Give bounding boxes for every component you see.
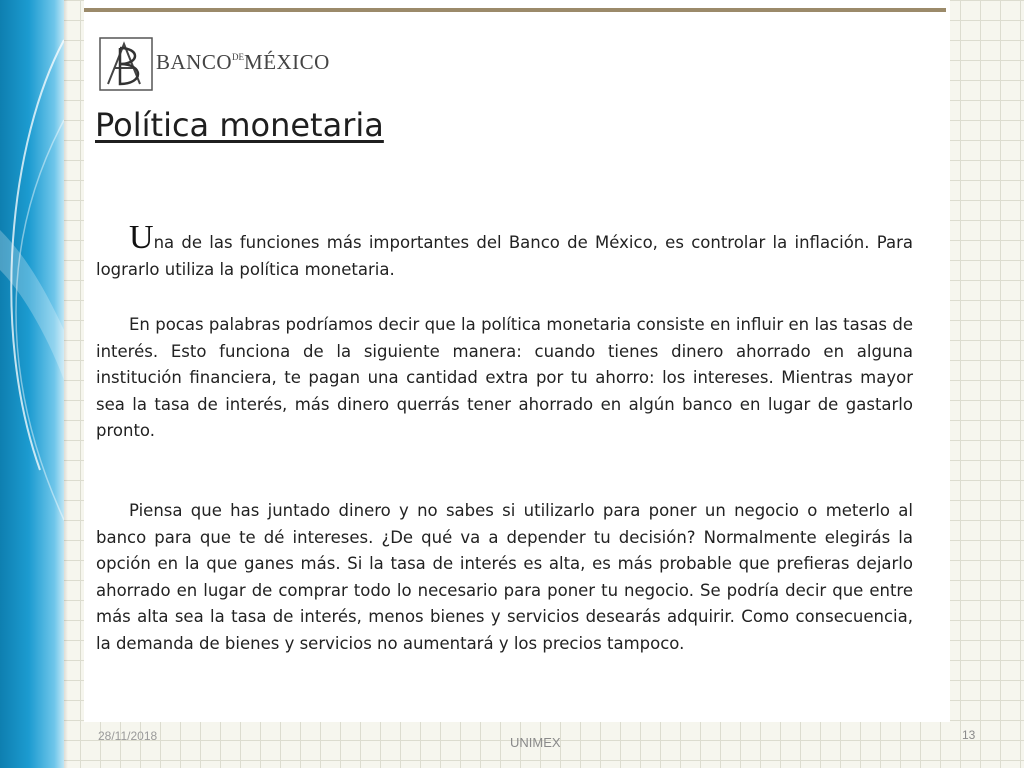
paragraph-3	[96, 498, 913, 658]
band-shadow	[64, 0, 68, 768]
footer-date: 28/11/2018	[98, 729, 158, 743]
slide-number: 13	[962, 728, 976, 742]
top-rule	[84, 8, 946, 12]
paragraph-2-text: En pocas palabras podríamos decir que la política monetaria consiste en influir en las tasas de interés. Esto funciona de la siguiente manera: cuando tienes dinero ahorrado en alguna institución financiera, te pagan una cantidad extra por tu ahorro: los intereses. Mientras mayor sea la tasa de interés, más dinero querrás tener ahorrado en algún banco en lugar de gastarlo pronto.	[96, 315, 913, 441]
bank-name-logo-text: $BANCO^{DE}MÉXICO$	[156, 50, 330, 74]
paragraph-1-text: na de las funciones más importantes del Banco de México, es controlar la inflación. Para lograrlo utiliza la política monetaria.	[96, 233, 913, 279]
decorative-swoosh-icon	[0, 0, 64, 768]
footer-center-label: UNIMEX	[510, 735, 561, 750]
decorative-side-band	[0, 0, 64, 768]
page-title: Política monetaria	[95, 106, 384, 144]
drop-cap: U	[129, 219, 154, 256]
paragraph-3-text: Piensa que has juntado dinero y no sabes si utilizarlo para poner un negocio o meterlo al banco para que te dé intereses. ¿De qué va a depender tu decisión? Normalmente elegirás la opción en la que ganes más. Si la tasa de interés es alta, es más probable que prefieras dejarlo ahorrado en lugar de comprar todo lo necesario para poner tu negocio. Se podría decir que entre más alta sea la tasa de interés, menos bienes y servicios desearás adquirir. Como consecuencia, la demanda de bienes y servicios no aumentará y los precios tampoco.	[96, 501, 913, 653]
paragraph-1	[96, 219, 913, 283]
paragraph-2	[96, 312, 913, 445]
document-image	[84, 0, 950, 722]
